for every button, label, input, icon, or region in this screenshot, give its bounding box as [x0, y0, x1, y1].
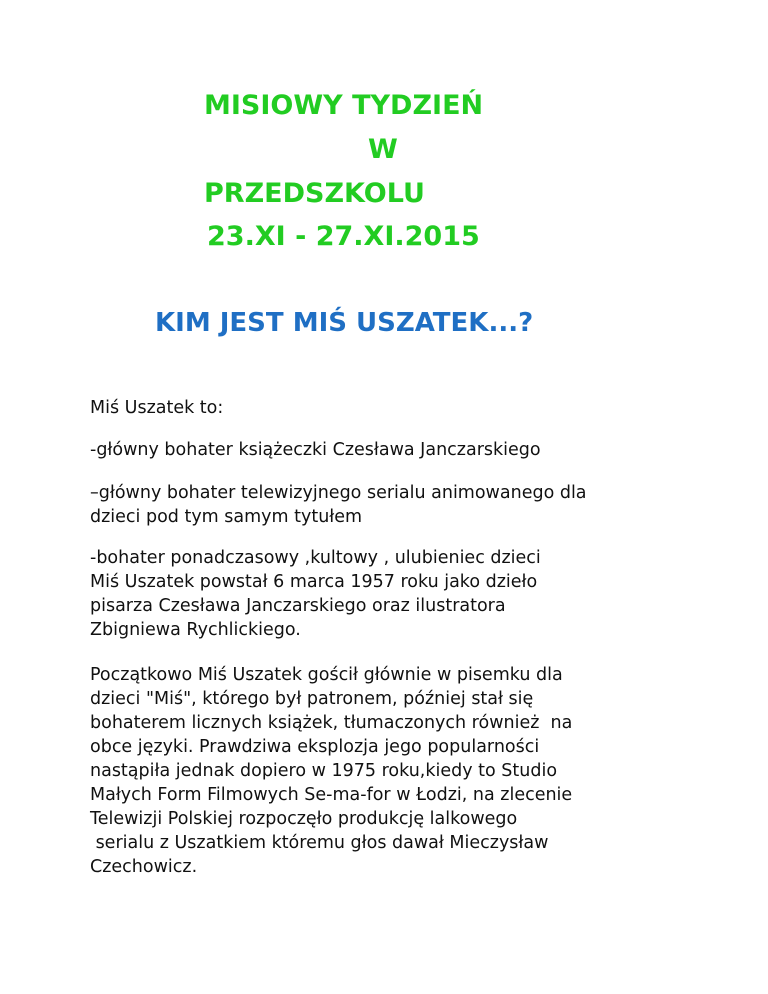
history-line-3: bohaterem licznych książek, tłumaczonych również na	[90, 713, 573, 733]
title-dates: 23.XI - 27.XI.2015	[207, 221, 480, 252]
item-3-line-2: Miś Uszatek powstał 6 marca 1957 roku jako dzieło	[90, 572, 538, 592]
item-3-line-1: -bohater ponadczasowy ,kultowy , ulubieniec dzieci	[90, 548, 541, 568]
history-line-2: dzieci "Miś", którego był patronem, później stał się	[90, 689, 534, 709]
item-1: -główny bohater książeczki Czesława Janczarskiego	[90, 440, 541, 460]
history-line-5: nastąpiła jednak dopiero w 1975 roku,kiedy to Studio	[90, 761, 558, 781]
title-line-2: W	[368, 134, 398, 165]
item-2-line-2: dzieci pod tym samym tytułem	[90, 507, 363, 527]
subtitle: KIM JEST MIŚ USZATEK...?	[155, 308, 534, 338]
history-line-7: Telewizji Polskiej rozpoczęło produkcję lalkowego	[90, 809, 518, 829]
history-line-6: Małych Form Filmowych Se-ma-for w Łodzi, na zlecenie	[90, 785, 573, 805]
title-line-1: MISIOWY TYDZIEŃ	[204, 90, 484, 121]
history-line-9: Czechowicz.	[90, 857, 198, 877]
item-3-line-4: Zbigniewa Rychlickiego.	[90, 620, 301, 640]
title-line-3: PRZEDSZKOLU	[204, 178, 425, 209]
history-line-4: obce języki. Prawdziwa eksplozja jego popularności	[90, 737, 540, 757]
history-line-8: serialu z Uszatkiem któremu głos dawał Mieczysław	[90, 833, 549, 853]
item-2-line-1: –główny bohater telewizyjnego serialu animowanego dla	[90, 483, 587, 503]
item-3-line-3: pisarza Czesława Janczarskiego oraz ilustratora	[90, 596, 506, 616]
intro-text: Miś Uszatek to:	[90, 398, 224, 418]
history-line-1: Początkowo Miś Uszatek gościł głównie w pisemku dla	[90, 665, 563, 685]
